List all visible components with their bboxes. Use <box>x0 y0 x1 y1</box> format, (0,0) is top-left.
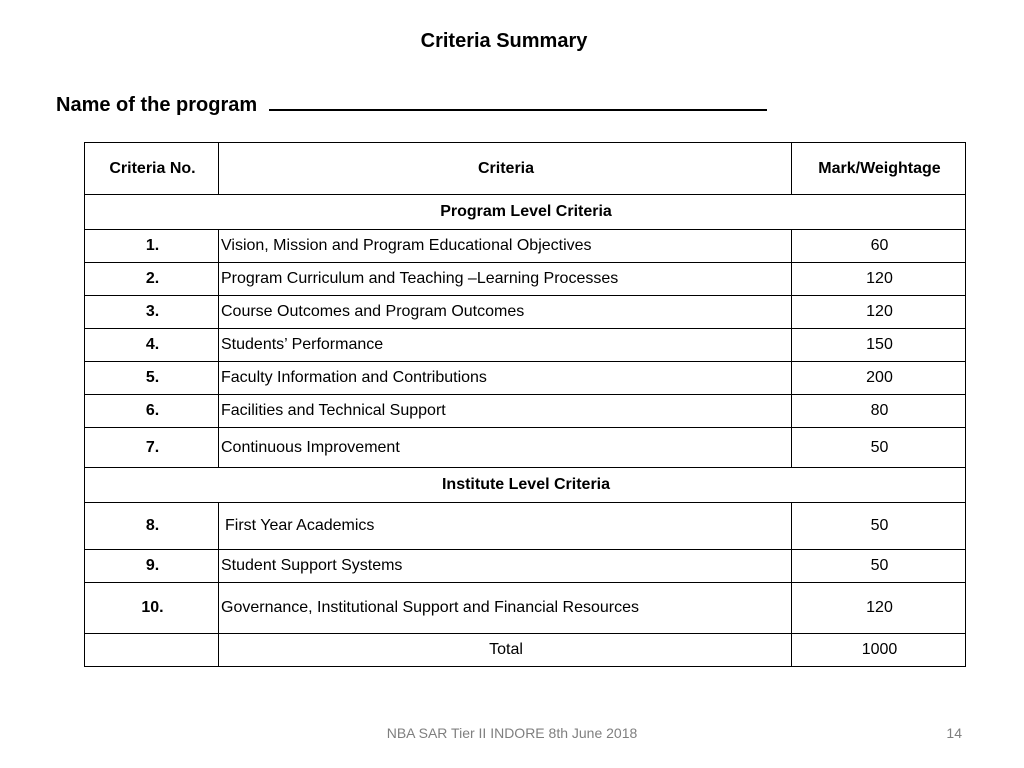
criteria-mark: 50 <box>792 550 966 583</box>
criteria-mark: 200 <box>792 362 966 395</box>
table-row <box>85 583 966 634</box>
table-row <box>85 329 966 362</box>
criteria-mark: 120 <box>792 263 966 296</box>
table-row <box>85 550 966 583</box>
criteria-mark: 150 <box>792 329 966 362</box>
section-row-program-level <box>85 195 966 230</box>
criteria-no: 6. <box>85 395 219 428</box>
program-name-line <box>56 91 767 117</box>
criteria-name: Students’ Performance <box>219 329 792 362</box>
criteria-name: Program Curriculum and Teaching –Learning Processes <box>219 263 792 296</box>
criteria-no: 5. <box>85 362 219 395</box>
criteria-name: First Year Academics <box>219 503 792 550</box>
table-header-row <box>85 143 966 195</box>
footer-text: NBA SAR Tier II INDORE 8th June 2018 <box>386 725 638 741</box>
header-criteria-no: Criteria No. <box>85 143 219 195</box>
criteria-mark: 60 <box>792 230 966 263</box>
section-row-institute-level <box>85 468 966 503</box>
criteria-name: Facilities and Technical Support <box>219 395 792 428</box>
criteria-no: 2. <box>85 263 219 296</box>
criteria-table <box>84 142 966 667</box>
program-name-blank <box>269 91 767 111</box>
criteria-no: 4. <box>85 329 219 362</box>
total-row <box>85 634 966 667</box>
total-empty-cell <box>85 634 219 667</box>
criteria-no: 8. <box>85 503 219 550</box>
criteria-mark: 50 <box>792 503 966 550</box>
criteria-mark: 120 <box>792 296 966 329</box>
criteria-no: 10. <box>85 583 219 634</box>
page-title: Criteria Summary <box>420 30 588 52</box>
header-mark-weightage: Mark/Weightage <box>792 143 966 195</box>
criteria-mark: 120 <box>792 583 966 634</box>
criteria-no: 9. <box>85 550 219 583</box>
criteria-name: Faculty Information and Contributions <box>219 362 792 395</box>
header-criteria: Criteria <box>219 143 792 195</box>
criteria-mark: 80 <box>792 395 966 428</box>
criteria-name: Course Outcomes and Program Outcomes <box>219 296 792 329</box>
criteria-mark: 50 <box>792 428 966 468</box>
table-row <box>85 428 966 468</box>
table-row <box>85 362 966 395</box>
criteria-name: Student Support Systems <box>219 550 792 583</box>
total-label: Total <box>219 634 792 667</box>
criteria-name: Vision, Mission and Program Educational Objectives <box>219 230 792 263</box>
criteria-name: Continuous Improvement <box>219 428 792 468</box>
program-name-label: Name of the program <box>56 94 258 116</box>
section-institute-level: Institute Level Criteria <box>85 468 966 503</box>
total-mark: 1000 <box>792 634 966 667</box>
section-program-level: Program Level Criteria <box>85 195 966 230</box>
page-number: 14 <box>946 725 962 741</box>
criteria-no: 7. <box>85 428 219 468</box>
table-row <box>85 296 966 329</box>
table-row <box>85 395 966 428</box>
criteria-no: 3. <box>85 296 219 329</box>
table-row <box>85 230 966 263</box>
table-row <box>85 263 966 296</box>
criteria-no: 1. <box>85 230 219 263</box>
table-row <box>85 503 966 550</box>
criteria-name: Governance, Institutional Support and Financial Resources <box>219 583 792 634</box>
